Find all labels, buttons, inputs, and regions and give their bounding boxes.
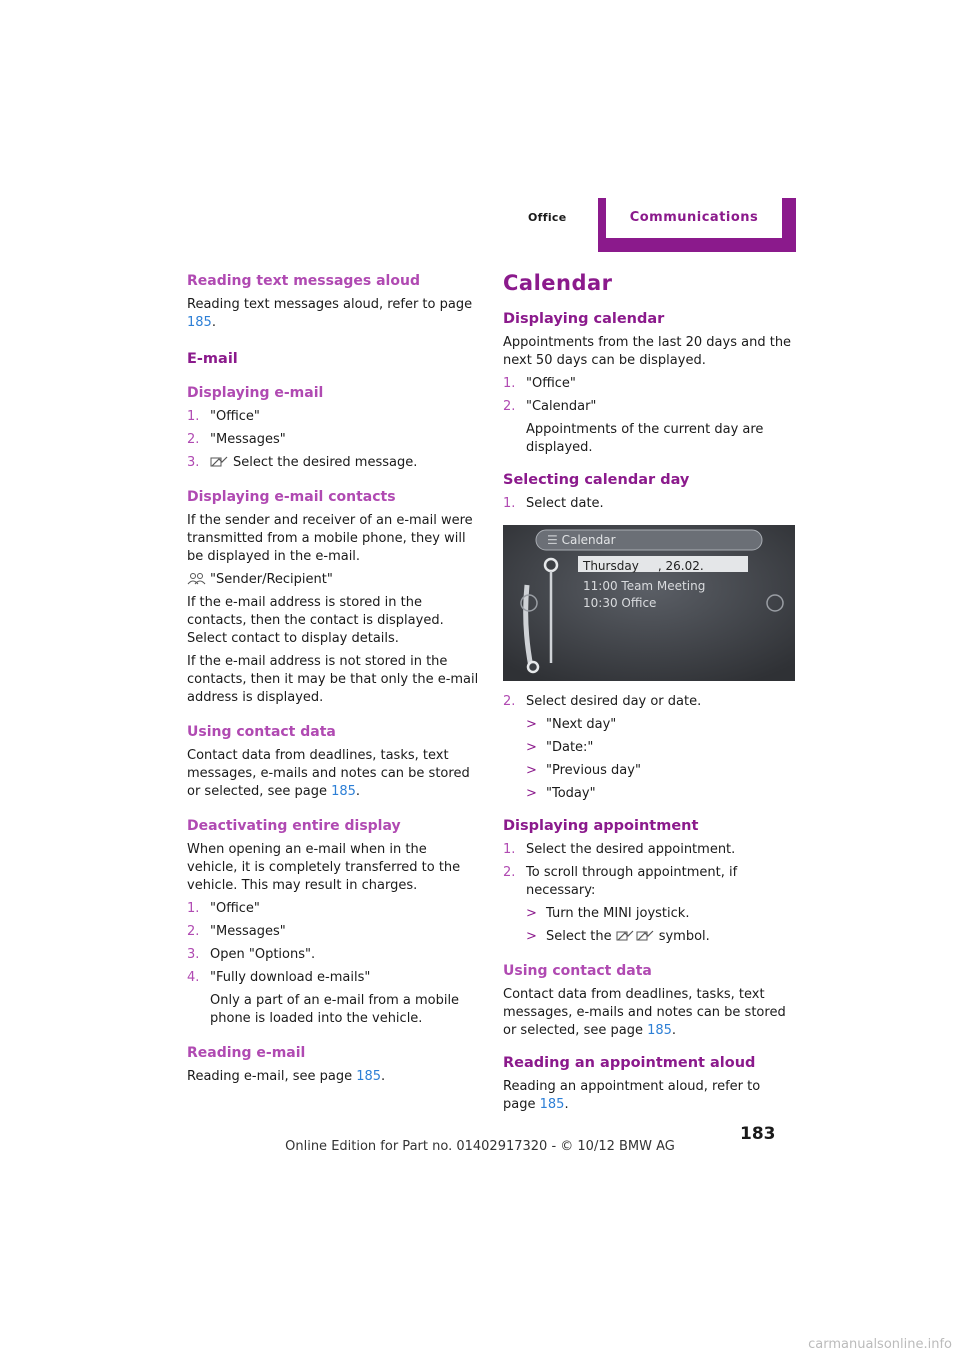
list-item: > "Previous day": [526, 763, 641, 778]
page-link[interactable]: 185: [539, 1097, 565, 1112]
list-item: > "Today": [526, 786, 596, 801]
page-link[interactable]: 185: [187, 315, 212, 330]
heading-reading-appointment: Reading an appointment aloud: [503, 1055, 756, 1071]
chapter-tab: [598, 198, 796, 252]
step: 4. "Fully download e-mails": [187, 970, 371, 985]
page-link[interactable]: 185: [331, 784, 356, 799]
watermark: carmanualsonline.info: [808, 1337, 952, 1352]
paragraph: Reading text messages aloud, refer to page 185.: [187, 297, 473, 330]
paragraph: Contact data from deadlines, tasks, text messages, e-mails and notes can be stored or selected, see page 185.: [187, 748, 470, 799]
heading-using-contact-data: Using contact data: [503, 963, 652, 979]
page-number: 183: [740, 1124, 776, 1144]
step: 2. To scroll through appointment, if necessary:: [503, 865, 738, 898]
paragraph: "Sender/Recipient": [187, 571, 479, 589]
step-note: Only a part of an e-mail from a mobile phone is loaded into the vehicle.: [210, 993, 460, 1026]
right-column: [503, 268, 795, 1119]
list-item: > Turn the MINI joystick.: [526, 906, 690, 921]
paragraph: Reading e-mail, see page 185.: [187, 1069, 386, 1084]
paragraph: Reading an appointment aloud, refer to page 185.: [503, 1079, 761, 1112]
screen-appointment: 11:00 Team Meeting: [583, 579, 706, 593]
heading-displaying-calendar: Displaying calendar: [503, 311, 665, 327]
calendar-screenshot: [503, 525, 795, 681]
heading-reading-email: Reading e-mail: [187, 1045, 306, 1061]
paragraph: Appointments from the last 20 days and the next 50 days can be displayed.: [503, 335, 792, 368]
section-label: Office: [528, 211, 567, 224]
step: 2. "Messages": [187, 924, 286, 939]
step-note: Appointments of the current day are displayed.: [526, 422, 764, 455]
page-link[interactable]: 185: [647, 1023, 672, 1038]
screen-appointment: 10:30 Office: [583, 596, 657, 610]
step: 1. Select the desired appointment.: [503, 842, 736, 857]
paragraph: If the sender and receiver of an e-mail were transmitted from a mobile phone, they will be displayed in the e-mail.: [187, 513, 473, 564]
paragraph: If the e-mail address is not stored in the contacts, then it may be that only the e-mail address is displayed.: [187, 654, 479, 705]
screen-title: ☰ Calendar: [547, 533, 616, 547]
heading-calendar: Calendar: [503, 271, 613, 295]
step: 1. "Office": [503, 376, 576, 391]
step: 3. Open "Options".: [187, 947, 316, 962]
list-item: > Select the symbol.: [526, 929, 710, 944]
heading-email: E-mail: [187, 351, 238, 367]
chapter-label: Communications: [629, 210, 759, 225]
footer: Online Edition for Part no. 01402917320 - © 10/12 BMW AG: [285, 1139, 675, 1154]
list-item: > "Date:": [526, 740, 594, 755]
paragraph: If the e-mail address is stored in the contacts, then the contact is displayed. Select contact to display details.: [187, 595, 444, 646]
step: 2. "Messages": [187, 432, 286, 447]
heading-email-contacts: Displaying e-mail contacts: [187, 489, 396, 505]
heading-displaying-email: Displaying e-mail: [187, 385, 324, 401]
paragraph: When opening an e-mail when in the vehicle, it is completely transferred to the vehicle. This may result in charges.: [187, 842, 461, 893]
paragraph: Contact data from deadlines, tasks, text messages, e-mails and notes can be stored or selected, see page 185.: [503, 987, 786, 1038]
step: 1. Select date.: [503, 496, 604, 511]
scroll-symbol-icon: [616, 929, 656, 942]
heading-reading-text-messages: Reading text messages aloud: [187, 273, 420, 289]
step: 2. Select desired day or date.: [503, 694, 702, 709]
page-link[interactable]: 185: [356, 1069, 382, 1084]
step: 1. "Office": [187, 409, 260, 424]
step: 2. "Calendar": [503, 399, 597, 414]
list-item: > "Next day": [526, 717, 617, 732]
step: 3. Select the desired message.: [187, 455, 418, 470]
heading-selecting-calendar-day: Selecting calendar day: [503, 472, 690, 488]
message-icon: [210, 455, 230, 468]
step: 1. "Office": [187, 901, 260, 916]
left-column: [187, 268, 479, 1091]
heading-deactivating-display: Deactivating entire display: [187, 818, 401, 834]
heading-displaying-appointment: Displaying appointment: [503, 818, 699, 834]
heading-using-contact-data: Using contact data: [187, 724, 336, 740]
contacts-icon: [187, 572, 207, 585]
screen-selected-day: Thursday , 26.02.: [583, 559, 704, 573]
